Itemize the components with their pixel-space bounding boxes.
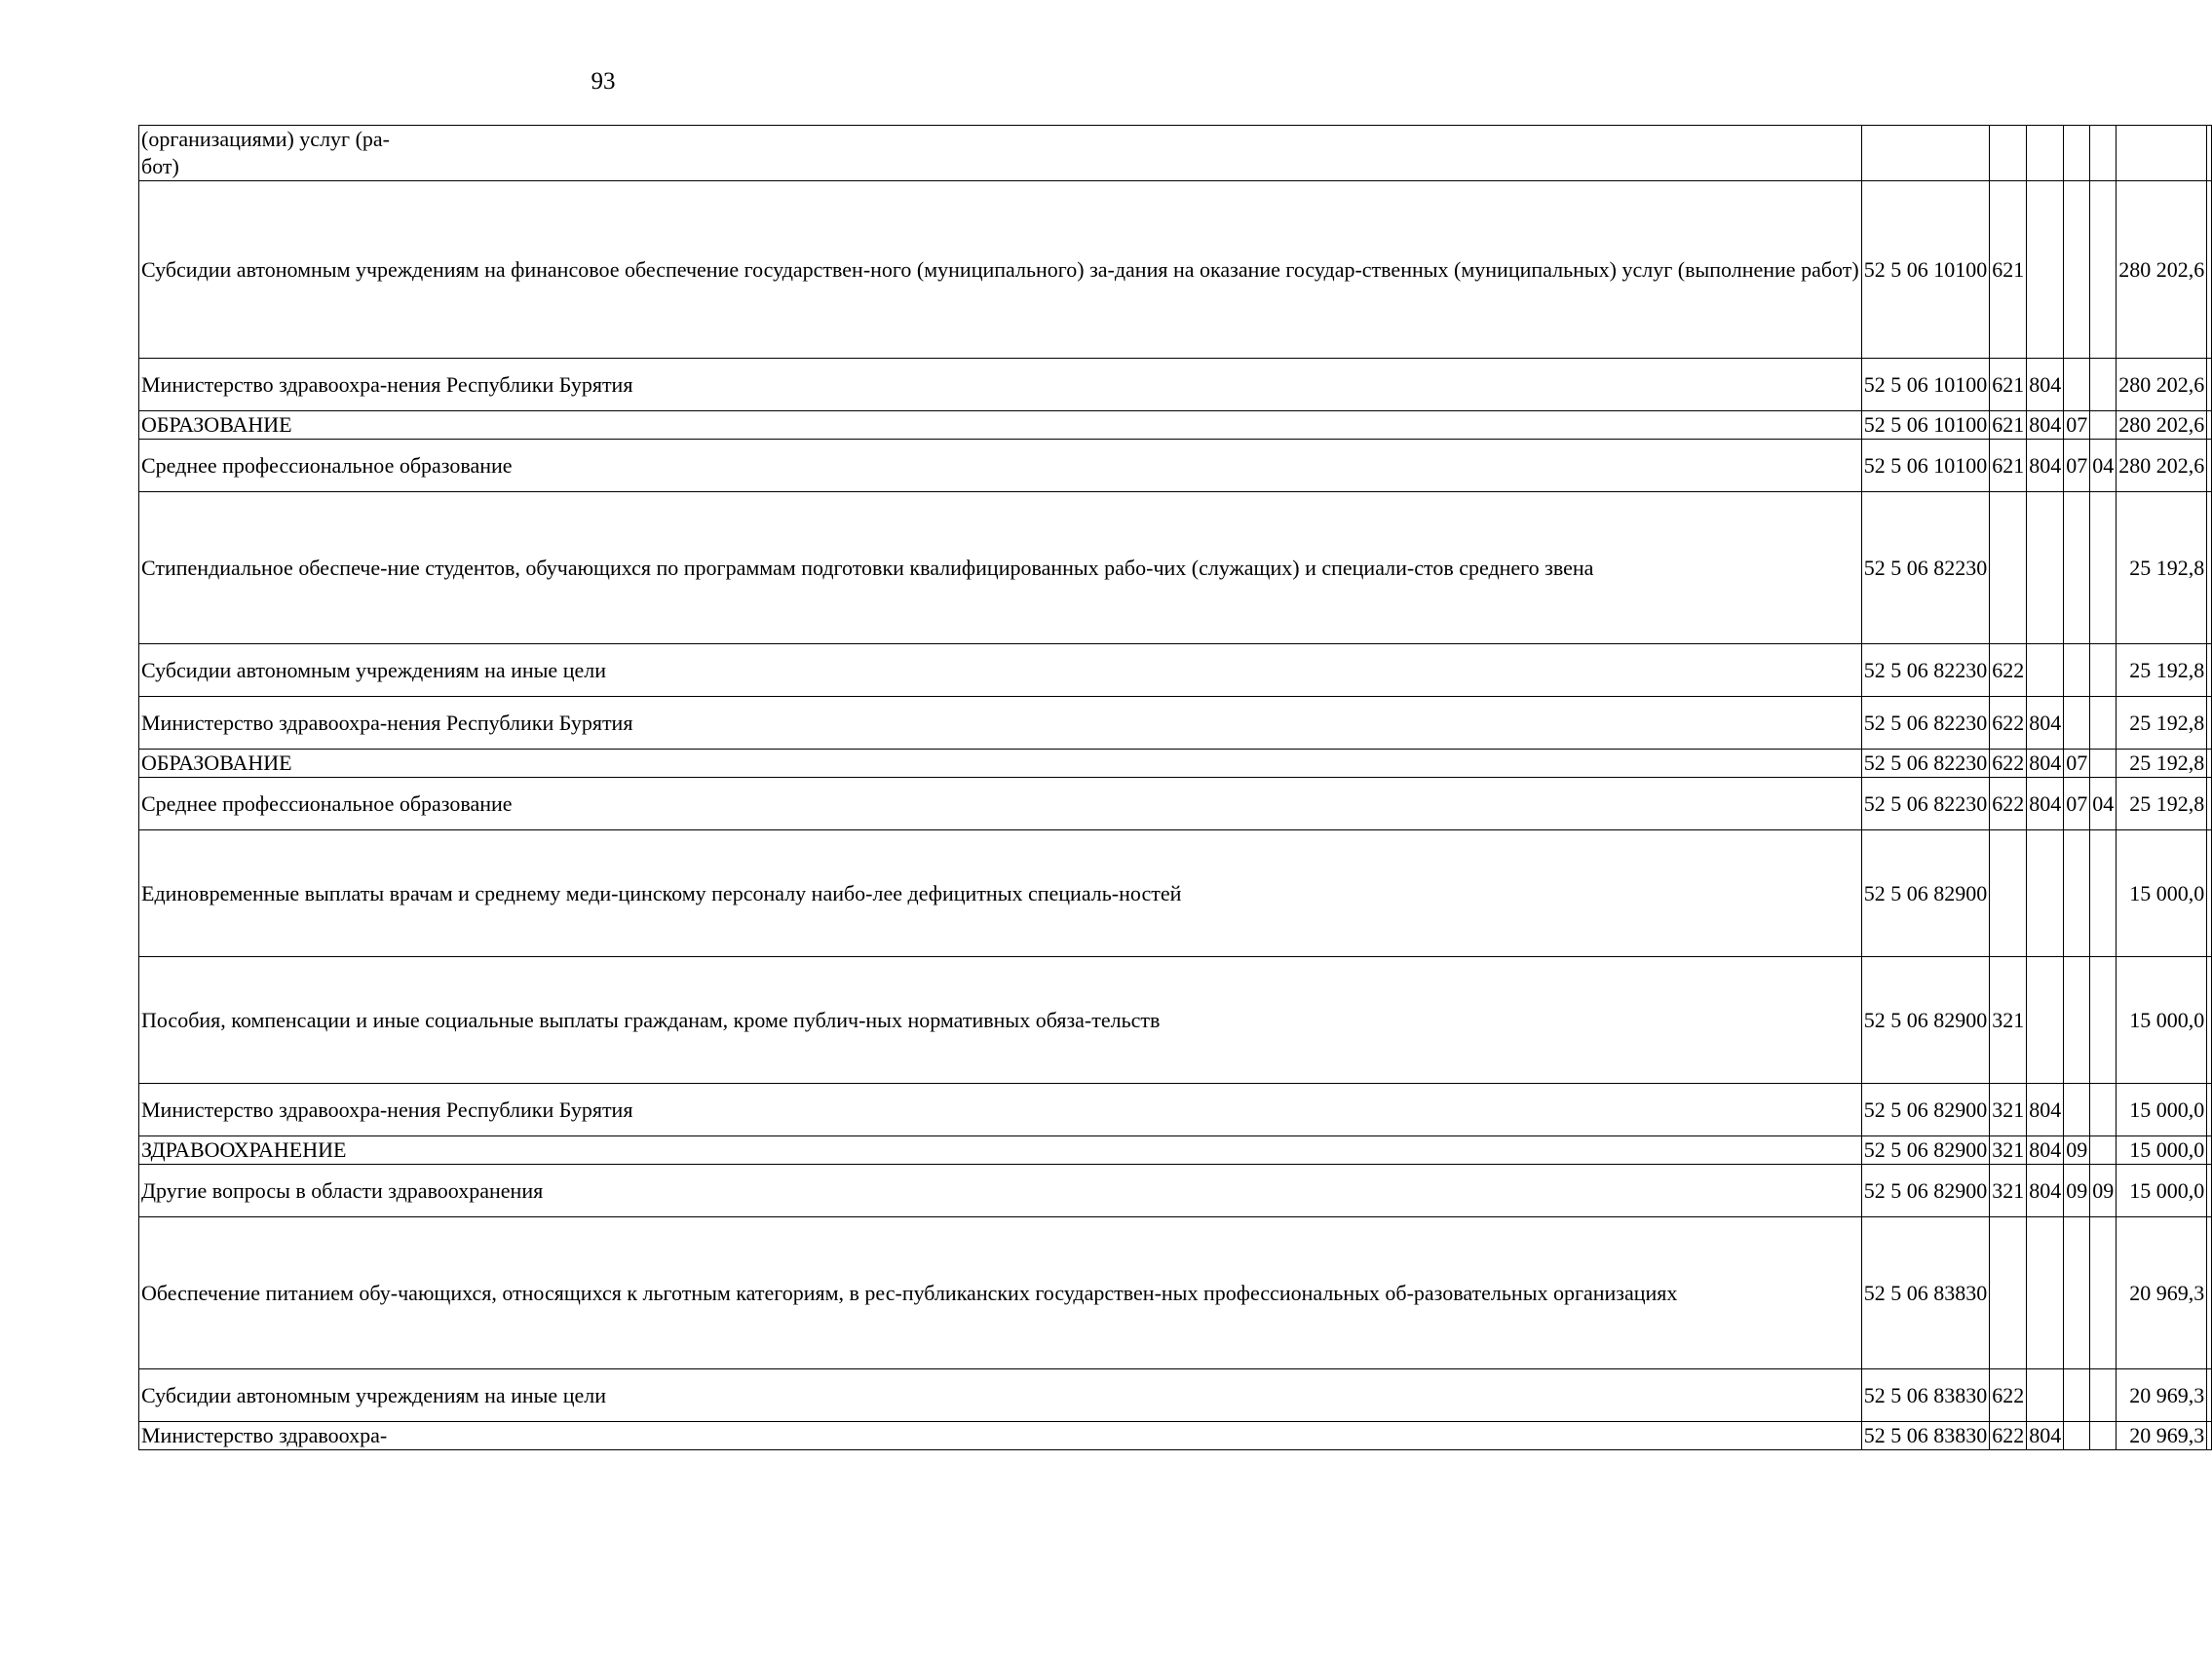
- table-row: [139, 1422, 2212, 1450]
- item-name: Среднее профессиональное образование: [139, 778, 1862, 830]
- table-row: [139, 1217, 2212, 1369]
- target-article-code: 52 5 06 82900: [1861, 830, 1990, 957]
- target-article-code: 52 5 06 83830: [1861, 1369, 1990, 1422]
- amount: 15 000,0: [2117, 1165, 2207, 1217]
- target-article-code: 52 5 06 82900: [1861, 1136, 1990, 1165]
- subsection-code: [2090, 1422, 2117, 1450]
- section-code: [2064, 1217, 2090, 1369]
- expense-type-code: 321: [1990, 957, 2027, 1084]
- section-code: [2064, 1084, 2090, 1136]
- section-code: 07: [2064, 440, 2090, 492]
- table-row: [139, 411, 2212, 440]
- amount: 25 192,8: [2117, 750, 2207, 778]
- target-article-code: 52 5 06 82230: [1861, 750, 1990, 778]
- target-article-code: 52 5 06 10100: [1861, 440, 1990, 492]
- subsection-code: [2090, 830, 2117, 957]
- section-code: [2064, 1369, 2090, 1422]
- administrator-code: [2027, 644, 2064, 697]
- subsection-code: [2090, 1217, 2117, 1369]
- page-number: 93: [591, 68, 616, 95]
- administrator-code: [2027, 1369, 2064, 1422]
- expense-type-code: 321: [1990, 1136, 2027, 1165]
- item-name: Другие вопросы в области здравоохранения: [139, 1165, 1862, 1217]
- extra-cell: [2207, 1422, 2212, 1450]
- expense-type-code: 622: [1990, 644, 2027, 697]
- subsection-code: [2090, 492, 2117, 644]
- amount: 15 000,0: [2117, 957, 2207, 1084]
- item-name: Министерство здравоохра-нения Республики Бурятия: [139, 697, 1862, 750]
- extra-cell: [2207, 1165, 2212, 1217]
- administrator-code: 804: [2027, 778, 2064, 830]
- item-name: Среднее профессиональное образование: [139, 440, 1862, 492]
- target-article-code: 52 5 06 82230: [1861, 697, 1990, 750]
- expense-type-code: [1990, 126, 2027, 181]
- target-article-code: 52 5 06 82900: [1861, 957, 1990, 1084]
- administrator-code: 804: [2027, 697, 2064, 750]
- target-article-code: 52 5 06 10100: [1861, 181, 1990, 359]
- target-article-code: 52 5 06 82900: [1861, 1165, 1990, 1217]
- section-code: [2064, 830, 2090, 957]
- target-article-code: 52 5 06 82900: [1861, 1084, 1990, 1136]
- extra-cell: [2207, 181, 2212, 359]
- expense-type-code: 621: [1990, 359, 2027, 411]
- administrator-code: 804: [2027, 411, 2064, 440]
- item-name: Субсидии автономным учреждениям на иные цели: [139, 644, 1862, 697]
- administrator-code: [2027, 492, 2064, 644]
- table-row: [139, 697, 2212, 750]
- extra-cell: [2207, 750, 2212, 778]
- table-row: [139, 830, 2212, 957]
- subsection-code: [2090, 359, 2117, 411]
- section-code: [2064, 957, 2090, 1084]
- expense-type-code: 622: [1990, 1422, 2027, 1450]
- subsection-code: [2090, 1369, 2117, 1422]
- table-row: [139, 126, 2212, 181]
- table-row: [139, 440, 2212, 492]
- amount: [2117, 126, 2207, 181]
- target-article-code: 52 5 06 82230: [1861, 778, 1990, 830]
- extra-cell: [2207, 359, 2212, 411]
- table-row: [139, 644, 2212, 697]
- budget-table: [138, 125, 2212, 1450]
- item-name: ЗДРАВООХРАНЕНИЕ: [139, 1136, 1862, 1165]
- extra-cell: [2207, 1136, 2212, 1165]
- table-row: [139, 1084, 2212, 1136]
- amount: 20 969,3: [2117, 1422, 2207, 1450]
- expense-type-code: 621: [1990, 181, 2027, 359]
- table-row: [139, 778, 2212, 830]
- subsection-code: [2090, 750, 2117, 778]
- extra-cell: [2207, 411, 2212, 440]
- table-row: [139, 1165, 2212, 1217]
- table-row: [139, 359, 2212, 411]
- subsection-code: [2090, 411, 2117, 440]
- subsection-code: 04: [2090, 440, 2117, 492]
- amount: 25 192,8: [2117, 644, 2207, 697]
- expense-type-code: 622: [1990, 750, 2027, 778]
- item-name: Пособия, компенсации и иные социальные выплаты гражданам, кроме публич-ных нормативных обяза-тельств: [139, 957, 1862, 1084]
- extra-cell: [2207, 1217, 2212, 1369]
- extra-cell: [2207, 1369, 2212, 1422]
- subsection-code: [2090, 697, 2117, 750]
- section-code: [2064, 126, 2090, 181]
- expense-type-code: 622: [1990, 1369, 2027, 1422]
- section-code: 07: [2064, 778, 2090, 830]
- administrator-code: 804: [2027, 359, 2064, 411]
- section-code: 09: [2064, 1136, 2090, 1165]
- subsection-code: 04: [2090, 778, 2117, 830]
- section-code: [2064, 644, 2090, 697]
- subsection-code: [2090, 644, 2117, 697]
- administrator-code: 804: [2027, 440, 2064, 492]
- table-row: [139, 492, 2212, 644]
- amount: 280 202,6: [2117, 359, 2207, 411]
- section-code: [2064, 492, 2090, 644]
- administrator-code: 804: [2027, 1165, 2064, 1217]
- administrator-code: [2027, 1217, 2064, 1369]
- item-name: Министерство здравоохра-нения Республики Бурятия: [139, 1084, 1862, 1136]
- expense-type-code: 622: [1990, 778, 2027, 830]
- table-body: [139, 126, 2212, 1450]
- amount: 20 969,3: [2117, 1369, 2207, 1422]
- target-article-code: 52 5 06 82230: [1861, 644, 1990, 697]
- amount: 25 192,8: [2117, 778, 2207, 830]
- table-row: [139, 1136, 2212, 1165]
- table-row: [139, 750, 2212, 778]
- expense-type-code: 321: [1990, 1084, 2027, 1136]
- extra-cell: [2207, 492, 2212, 644]
- expense-type-code: [1990, 492, 2027, 644]
- item-name: Субсидии автономным учреждениям на финансовое обеспечение государствен-ного (муниципального) за-дания на оказание государ-ственных (муниципальных) услуг (выполнение работ): [139, 181, 1862, 359]
- amount: 280 202,6: [2117, 181, 2207, 359]
- amount: 25 192,8: [2117, 697, 2207, 750]
- amount: 280 202,6: [2117, 440, 2207, 492]
- item-name: Единовременные выплаты врачам и среднему меди-цинскому персоналу наибо-лее дефицитных специаль-ностей: [139, 830, 1862, 957]
- extra-cell: [2207, 126, 2212, 181]
- amount: 25 192,8: [2117, 492, 2207, 644]
- amount: 15 000,0: [2117, 830, 2207, 957]
- administrator-code: [2027, 126, 2064, 181]
- section-code: [2064, 697, 2090, 750]
- subsection-code: [2090, 181, 2117, 359]
- amount: 15 000,0: [2117, 1084, 2207, 1136]
- administrator-code: 804: [2027, 1084, 2064, 1136]
- expense-type-code: 621: [1990, 440, 2027, 492]
- administrator-code: [2027, 181, 2064, 359]
- item-name: Министерство здравоохра-: [139, 1422, 1862, 1450]
- expense-type-code: [1990, 1217, 2027, 1369]
- item-name: ОБРАЗОВАНИЕ: [139, 750, 1862, 778]
- administrator-code: [2027, 830, 2064, 957]
- amount: 280 202,6: [2117, 411, 2207, 440]
- table-row: [139, 181, 2212, 359]
- section-code: [2064, 1422, 2090, 1450]
- item-name: Министерство здравоохра-нения Республики Бурятия: [139, 359, 1862, 411]
- amount: 20 969,3: [2117, 1217, 2207, 1369]
- extra-cell: [2207, 644, 2212, 697]
- subsection-code: [2090, 126, 2117, 181]
- section-code: [2064, 181, 2090, 359]
- section-code: 07: [2064, 750, 2090, 778]
- item-name: (организациями) услуг (ра- бот): [139, 126, 1862, 181]
- item-name: ОБРАЗОВАНИЕ: [139, 411, 1862, 440]
- administrator-code: 804: [2027, 750, 2064, 778]
- extra-cell: [2207, 697, 2212, 750]
- administrator-code: 804: [2027, 1136, 2064, 1165]
- target-article-code: 52 5 06 10100: [1861, 411, 1990, 440]
- table-row: [139, 1369, 2212, 1422]
- extra-cell: [2207, 778, 2212, 830]
- subsection-code: [2090, 957, 2117, 1084]
- expense-type-code: 622: [1990, 697, 2027, 750]
- target-article-code: 52 5 06 83830: [1861, 1217, 1990, 1369]
- table-row: [139, 957, 2212, 1084]
- item-name: Обеспечение питанием обу-чающихся, относящихся к льготным категориям, в рес-публиканских государствен-ных профессиональных об-разовательных организациях: [139, 1217, 1862, 1369]
- extra-cell: [2207, 440, 2212, 492]
- target-article-code: 52 5 06 82230: [1861, 492, 1990, 644]
- extra-cell: [2207, 1084, 2212, 1136]
- subsection-code: 09: [2090, 1165, 2117, 1217]
- amount: 15 000,0: [2117, 1136, 2207, 1165]
- target-article-code: 52 5 06 83830: [1861, 1422, 1990, 1450]
- target-article-code: [1861, 126, 1990, 181]
- expense-type-code: 621: [1990, 411, 2027, 440]
- expense-type-code: 321: [1990, 1165, 2027, 1217]
- target-article-code: 52 5 06 10100: [1861, 359, 1990, 411]
- item-name: Субсидии автономным учреждениям на иные цели: [139, 1369, 1862, 1422]
- administrator-code: [2027, 957, 2064, 1084]
- item-name: Стипендиальное обеспече-ние студентов, обучающихся по программам подготовки квалифицированных рабо-чих (служащих) и специали-стов среднего звена: [139, 492, 1862, 644]
- extra-cell: [2207, 830, 2212, 957]
- extra-cell: [2207, 957, 2212, 1084]
- section-code: 07: [2064, 411, 2090, 440]
- administrator-code: 804: [2027, 1422, 2064, 1450]
- subsection-code: [2090, 1136, 2117, 1165]
- expense-type-code: [1990, 830, 2027, 957]
- section-code: 09: [2064, 1165, 2090, 1217]
- subsection-code: [2090, 1084, 2117, 1136]
- section-code: [2064, 359, 2090, 411]
